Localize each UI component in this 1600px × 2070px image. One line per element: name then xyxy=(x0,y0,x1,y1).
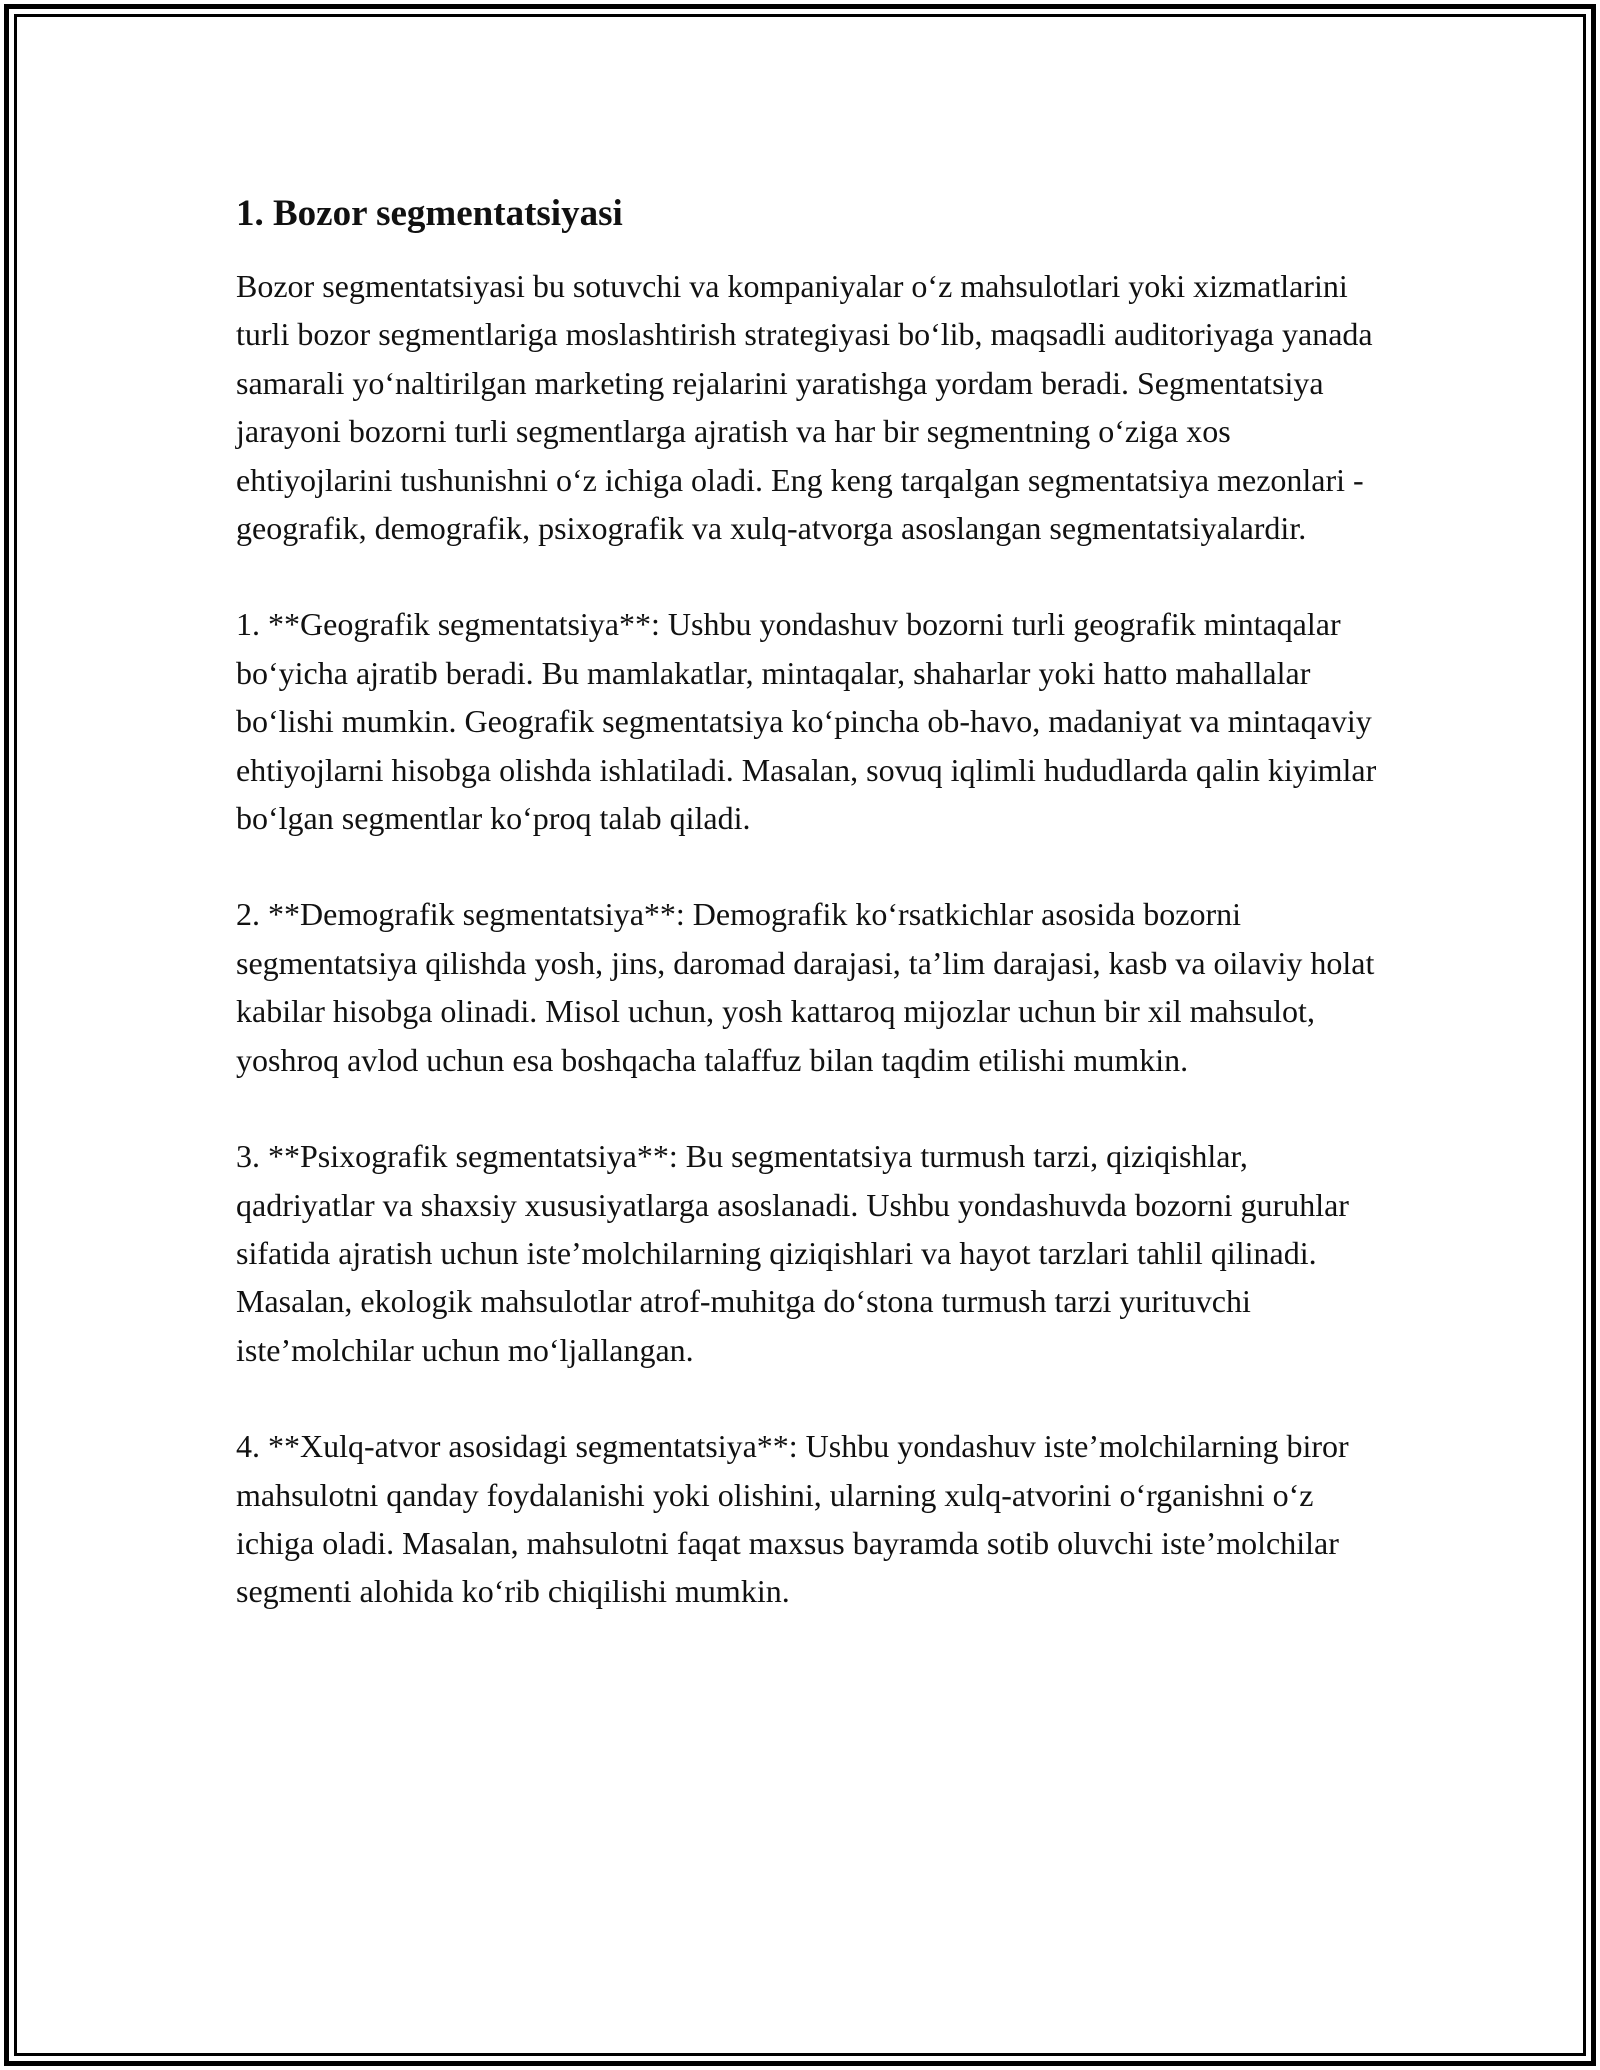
psychographic-segmentation-paragraph: 3. **Psixografik segmentatsiya**: Bu segmentatsiya turmush tarzi, qiziqishlar, qadriyatlar va shaxsiy xususiyatlarga asoslanadi. Ushbu yondashuvda bozorni guruhlar sifatida ajratish uchun iste’molchilarning qiziqishlari va hayot tarzlari tahlil qilinadi. Masalan, ekologik mahsulotlar atrof-muhitga do‘stona turmush tarzi yurituvchi iste’molchilar uchun mo‘ljallangan. xyxy=(236,1138,1349,1368)
intro-paragraph: Bozor segmentatsiyasi bu sotuvchi va kompaniyalar o‘z mahsulotlari yoki xizmatlarini turli bozor segmentlariga moslashtirish strategiyasi bo‘lib, maqsadli auditoriyaga yanada samarali yo‘naltirilgan marketing rejalarini yaratishga yordam beradi. Segmentatsiya jarayoni bozorni turli segmentlarga ajratish va har bir segmentning o‘ziga xos ehtiyojlarini tushunishni o‘z ichiga oladi. Eng keng tarqalgan segmentatsiya mezonlari - geografik, demografik, psixografik va xulq-atvorga asoslangan segmentatsiyalardir. xyxy=(236,268,1373,547)
geographic-segmentation-paragraph: 1. **Geografik segmentatsiya**: Ushbu yondashuv bozorni turli geografik mintaqalar bo‘yicha ajratib beradi. Bu mamlakatlar, mintaqalar, shaharlar yoki hatto mahallalar bo‘lishi mumkin. Geografik segmentatsiya ko‘pincha ob-havo, madaniyat va mintaqaviy ehtiyojlarni hisobga olishda ishlatiladi. Masalan, sovuq iqlimli hududlarda qalin kiyimlar bo‘lgan segmentlar ko‘proq talab qiladi. xyxy=(236,606,1377,837)
document-body xyxy=(236,186,1386,1664)
behavioral-segmentation-paragraph: 4. **Xulq-atvor asosidagi segmentatsiya**: Ushbu yondashuv iste’molchilarning biror mahsulotni qanday foydalanishi yoki olishini, ularning xulq-atvorini o‘rganishni o‘z ichiga oladi. Masalan, mahsulotni faqat maxsus bayramda sotib oluvchi iste’molchilar segmenti alohida ko‘rib chiqilishi mumkin. xyxy=(236,1428,1349,1610)
demographic-segmentation-paragraph: 2. **Demografik segmentatsiya**: Demografik ko‘rsatkichlar asosida bozorni segmentatsiya qilishda yosh, jins, daromad darajasi, ta’lim darajasi, kasb va oilaviy holat kabilar hisobga olinadi. Misol uchun, yosh kattaroq mijozlar uchun bir xil mahsulot, yoshroq avlod uchun esa boshqacha talaffuz bilan taqdim etilishi mumkin. xyxy=(236,896,1375,1078)
section-heading: 1. Bozor segmentatsiyasi xyxy=(236,193,623,234)
